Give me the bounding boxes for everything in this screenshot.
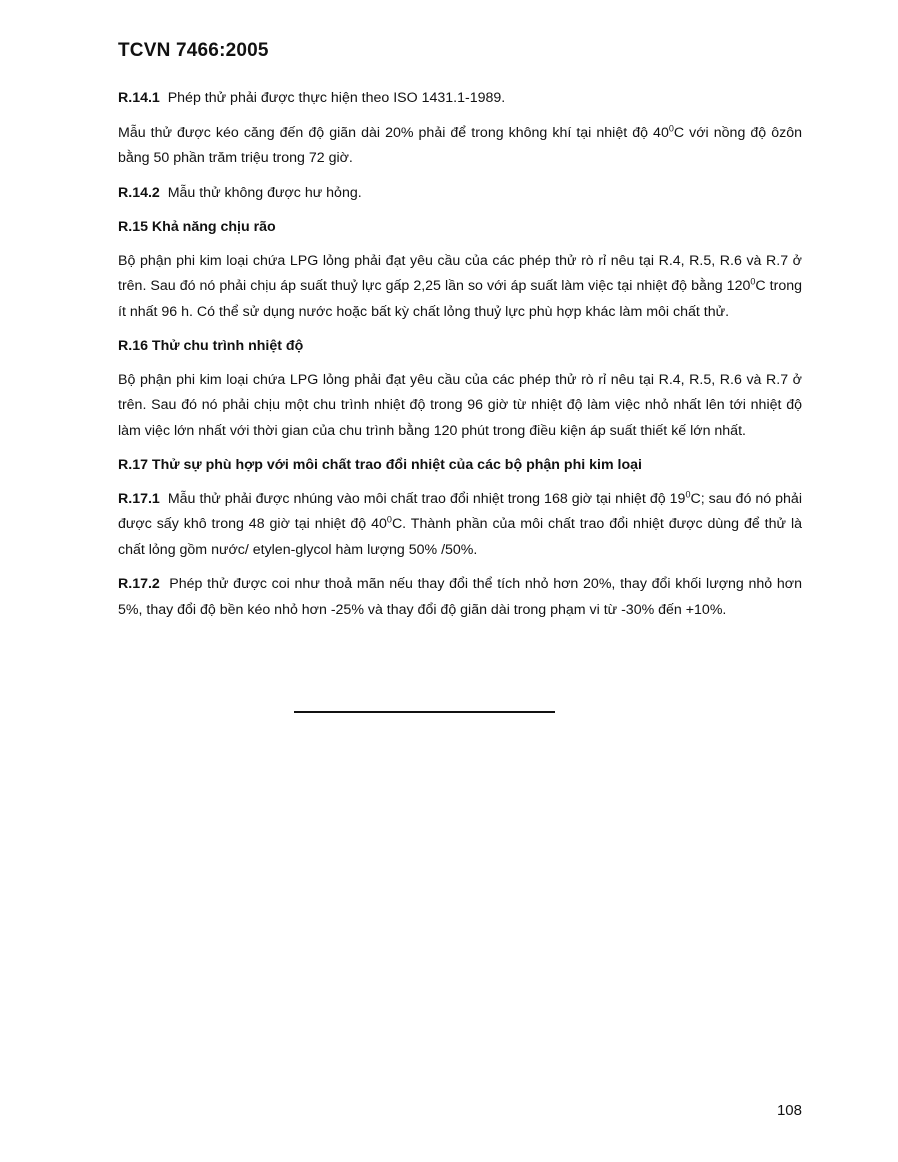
clause-text: Phép thử phải được thực hiện theo ISO 1431.1-1989. bbox=[167, 90, 506, 106]
clause-r14-2 bbox=[118, 181, 802, 207]
paragraph-text: C với nồng độ ôzôn bằng 50 phần trăm triệu trong 72 giờ. bbox=[118, 124, 802, 166]
clause-text: Mẫu thử phải được nhúng vào môi chất trao đổi nhiệt trong 168 giờ tại nhiệt độ 19 bbox=[167, 490, 686, 507]
degree-superscript: 0 bbox=[685, 488, 691, 499]
page-number: 108 bbox=[776, 1102, 802, 1119]
paragraph-text: Mẫu thử được kéo căng đến độ giãn dài 20% phải để trong không khí tại nhiệt độ 40 bbox=[118, 124, 669, 141]
section-r15-paragraph bbox=[118, 249, 802, 326]
clause-r14-1-paragraph bbox=[118, 121, 802, 172]
clause-number: R.14.1 bbox=[118, 90, 160, 106]
standard-code-header: TCVN 7466:2005 bbox=[118, 40, 269, 61]
clause-number: R.17.1 bbox=[118, 490, 160, 507]
section-heading-r17: R.17 Thử sự phù hợp với môi chất trao đổi nhiệt của các bộ phận phi kim loại bbox=[118, 457, 642, 473]
clause-text: Phép thử được coi như thoả mãn nếu thay đổi thể tích nhỏ hơn 20%, thay đổi khối lượng nhỏ hơn 5%, thay đổi độ bền kéo nhỏ hơn -25% và thay đổi độ giãn dài trong phạm vi từ -30% đến +10%. bbox=[118, 576, 802, 618]
clause-number: R.14.2 bbox=[118, 184, 160, 201]
end-of-annex-rule bbox=[294, 711, 555, 713]
clause-text: C. Thành phần của môi chất trao đổi nhiệt được dùng để thử là chất lỏng gồm nước/ etylen-glycol hàm lượng 50% /50%. bbox=[118, 516, 802, 558]
clause-r17-2 bbox=[118, 572, 802, 623]
clause-text: Mẫu thử không được hư hỏng. bbox=[167, 184, 362, 201]
clause-number: R.17.2 bbox=[118, 576, 160, 592]
paragraph-text: Bộ phận phi kim loại chứa LPG lỏng phải đạt yêu cầu của các phép thử rò rỉ nêu tại R.4, R.5, R.6 và R.7 ở trên. Sau đó nó phải chịu áp suất thuỷ lực gấp 2,25 lần so với áp suất làm việc tại nhiệt độ bằng 120 bbox=[118, 252, 802, 294]
paragraph-text: C trong ít nhất 96 h. Có thể sử dụng nước hoặc bất kỳ chất lỏng thuỷ lực phù hợp khác làm môi chất thử. bbox=[118, 278, 802, 320]
section-r16-paragraph: Bộ phận phi kim loại chứa LPG lỏng phải đạt yêu cầu của các phép thử rò rỉ nêu tại R.4, R.5, R.6 và R.7 ở trên. Sau đó nó phải chịu một chu trình nhiệt độ trong 96 giờ từ nhiệt độ làm việc nhỏ nhất lên tới nhiệt độ làm việc lớn nhất với thời gian của chu trình bằng 120 phút trong điều kiện áp suất thiết kế lớn nhất. bbox=[118, 371, 802, 439]
clause-r17-1 bbox=[118, 487, 802, 564]
degree-superscript: 0 bbox=[668, 122, 674, 133]
section-heading-r16: R.16 Thử chu trình nhiệt độ bbox=[118, 338, 304, 354]
document-body bbox=[118, 86, 802, 632]
clause-text: C; sau đó nó phải được sấy khô trong 48 giờ tại nhiệt độ 40 bbox=[118, 490, 802, 532]
clause-r14-1 bbox=[118, 86, 802, 112]
degree-superscript: 0 bbox=[386, 514, 392, 525]
degree-superscript: 0 bbox=[750, 276, 756, 287]
section-heading-r15: R.15 Khả năng chịu rão bbox=[118, 219, 276, 235]
